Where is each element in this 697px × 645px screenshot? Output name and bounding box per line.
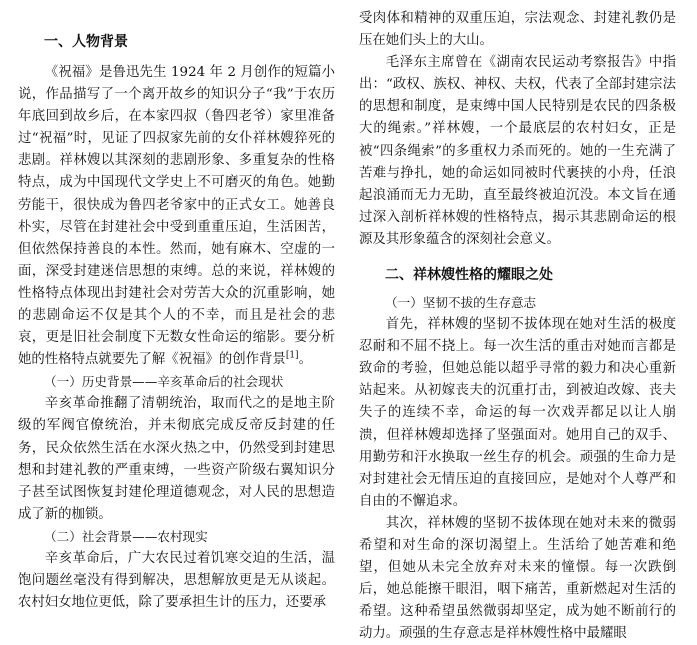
paragraph-intro-end: 。	[298, 352, 312, 368]
paragraph-social: 辛亥革命后，广大农民过着饥寒交迫的生活，温饱问题丝毫没有得到解决，思想解放更是无从谈起。农村妇女地位更低，除了要承担生计的压力，还要承	[18, 550, 335, 611]
section-heading-background: 一、人物背景	[44, 34, 128, 50]
right-column	[359, 0, 676, 645]
paragraph-intro	[18, 62, 335, 371]
paragraph-hope: 其次，祥林嫂的坚韧不拔体现在她对未来的微弱希望和对生命的深切渴望上。生活给了她苦难和绝望，但她从未完全放弃对未来的憧憬。每一次跌倒后，她总能擦干眼泪，咽下痛苦，重新燃起对生活的希望。这种希望虽然微弱却坚定，成为她不断前行的动力。顽强的生存意志是祥林嫂性格中最耀眼	[359, 515, 676, 642]
paragraph-endurance: 首先，祥林嫂的坚韧不拔体现在她对生活的极度忍耐和不屈不挠上。每一次生活的重击对她而言都是致命的考验，但她总能以超乎寻常的毅力和决心重新站起来。从初嫁丧夫的沉重打击，到被迫改嫁、丧夫失子的连续不幸，命运的每一次戏弄都足以让人崩溃，但祥林嫂却选择了坚强面对。她用自己的双手、用勤劳和汗水换取一丝生存的机会。顽强的生命力是对封建社会无情压迫的直接回应，是她对个人尊严和自由的不懈追求。	[359, 317, 676, 509]
reference-mark: [1]	[285, 350, 299, 361]
subheading-social: （二）社会背景——农村现实	[44, 528, 208, 544]
paragraph-mao-quote: 毛泽东主席曾在《湖南农民运动考察报告》中指出：“政权、族权、神权、夫权，代表了全部封建宗法的思想和制度，是束缚中国人民特别是农民的四条极大的绳索。”祥林嫂，一个最底层的农村妇女，正是被“四条绳索”的多重权力杀而死的。她的一生充满了苦难与挣扎，她的命运如同被时代裹挟的小舟，任浪起浪涌而无力无助，直至最终被迫沉没。本文旨在通过深入剖析祥林嫂的性格特点，揭示其悲剧命运的根源及其形象蕴含的深刻社会意义。	[359, 55, 676, 247]
left-column	[18, 0, 335, 614]
subheading-historical: （一）历史背景——辛亥革命后的社会现状	[44, 374, 284, 390]
paragraph-social-continued: 受肉体和精神的双重压迫，宗法观念、封建礼教仍是压在她们头上的大山。	[359, 11, 676, 49]
paragraph-intro-text: 《祝福》是鲁迅先生 1924 年 2 月创作的短篇小说，作品描写了一个离开故乡的知识分子“我”于农历年底回到故乡后，在本家四叔（鲁四老爷）家里准备过“祝福”时，见证了四叔家先前的女仆祥林嫂猝死的悲剧。祥林嫂以其深刻的悲剧形象、多重复杂的性格特点，成为中国现代文学史上不可磨灭的角色。她勤劳能干，很快成为鲁四老爷家中的正式女工。她善良朴实，尽管在封建社会中受到重重压迫，生活困苦，但依然保持善良的本性。然而，她有麻木、空虚的一面，深受封建迷信思想的束缚。总的来说，祥林嫂的性格特点体现出封建社会对劳苦大众的沉重影响，她的悲剧命运不仅是其个人的不幸，而且是社会的悲哀，更是旧社会制度下无数女性命运的缩影。要分析她的性格特点就要先了解《祝福》的创作背景	[18, 65, 335, 368]
paragraph-historical: 辛亥革命推翻了清朝统治，取而代之的是地主阶级的军阀官僚统治，并未彻底完成反帝反封建的任务，民众依然生活在水深火热之中，仍然受到封建思想和封建礼教的严重束缚，一些资产阶级右翼知识分子甚至试图恢复封建伦理道德观念，对人民的思想造成了新的枷锁。	[18, 396, 335, 522]
section-heading-character: 二、祥林嫂性格的耀眼之处	[385, 267, 553, 284]
subheading-will-to-survive: （一）坚韧不拔的生存意志	[385, 295, 537, 311]
